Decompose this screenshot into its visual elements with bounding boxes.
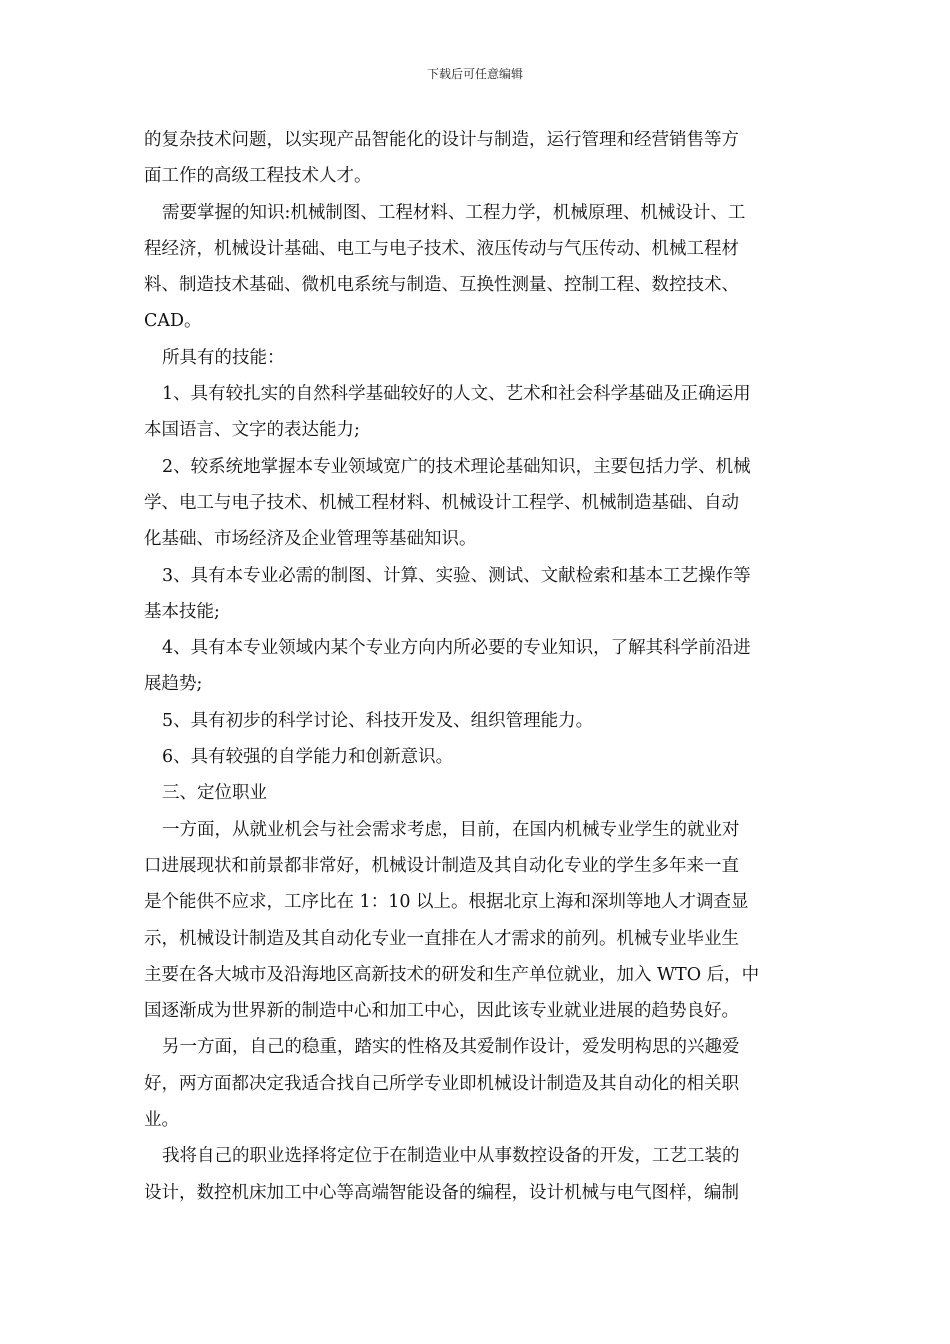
- text-line: 好，两方面都决定我适合找自己所学专业即机械设计制造及其自动化的相关职: [144, 1073, 739, 1094]
- text-line: 业。: [144, 1110, 179, 1131]
- text-line: 所具有的技能：: [162, 347, 285, 368]
- text-line: 4、具有本专业领域内某个专业方向内所必要的专业知识，了解其科学前沿进: [162, 638, 751, 659]
- text-line: 学、电工与电子技术、机械工程材料、机械设计工程学、机械制造基础、自动: [144, 492, 739, 513]
- text-line: 基本技能;: [144, 601, 220, 622]
- text-line: 主要在各大城市及沿海地区高新技术的研发和生产单位就业，加入 WTO 后，中: [144, 964, 760, 985]
- text-line: 3、具有本专业必需的制图、计算、实验、测试、文献检索和基本工艺操作等: [162, 565, 751, 586]
- text-line: 的复杂技术问题，以实现产品智能化的设计与制造，运行管理和经营销售等方: [144, 130, 739, 150]
- text-line: 料、制造技术基础、微机电系统与制造、互换性测量、控制工程、数控技术、: [144, 275, 739, 296]
- text-line: 我将自己的职业选择将定位于在制造业中从事数控设备的开发，工艺工装的: [162, 1146, 740, 1167]
- text-line: 口进展现状和前景都非常好，机械设计制造及其自动化专业的学生多年来一直: [144, 855, 739, 876]
- text-line: 需要掌握的知识:机械制图、工程材料、工程力学，机械原理、机械设计、工: [162, 202, 746, 223]
- text-line: 面工作的高级工程技术人才。: [144, 166, 372, 187]
- text-line: CAD。: [144, 311, 202, 332]
- text-line: 示，机械设计制造及其自动化专业一直排在人才需求的前列。机械专业毕业生: [144, 928, 739, 949]
- text-line: 2、较系统地掌握本专业领域宽广的技术理论基础知识，主要包括力学、机械: [162, 456, 751, 477]
- text-line: 程经济，机械设计基础、电工与电子技术、液压传动与气压传动、机械工程材: [144, 238, 739, 259]
- text-line: 化基础、市场经济及企业管理等基础知识。: [144, 529, 477, 550]
- text-line: 国逐渐成为世界新的制造中心和加工中心，因此该专业就业进展的趋势良好。: [144, 1001, 739, 1022]
- text-line: 一方面，从就业机会与社会需求考虑，目前，在国内机械专业学生的就业对: [162, 819, 740, 840]
- text-line: 三、定位职业: [162, 783, 267, 804]
- text-line: 是个能供不应求，工序比在 1：10 以上。根据北京上海和深圳等地人才调查显: [144, 892, 749, 913]
- text-line: 5、具有初步的科学讨论、科技开发及、组织管理能力。: [162, 710, 594, 731]
- text-line: 展趋势;: [144, 674, 203, 695]
- text-line: 另一方面，自己的稳重，踏实的性格及其爱制作设计，爱发明构思的兴趣爱: [162, 1037, 740, 1058]
- page-header: 下载后可任意编辑: [426, 67, 523, 81]
- text-line: 设计，数控机床加工中心等高端智能设备的编程，设计机械与电气图样，编制: [144, 1182, 739, 1203]
- text-line: 6、具有较强的自学能力和创新意识。: [162, 747, 454, 768]
- text-line: 1、具有较扎实的自然科学基础较好的人文、艺术和社会科学基础及正确运用: [162, 384, 751, 405]
- document-body: [144, 122, 824, 1211]
- text-line: 本国语言、文字的表达能力;: [144, 420, 360, 441]
